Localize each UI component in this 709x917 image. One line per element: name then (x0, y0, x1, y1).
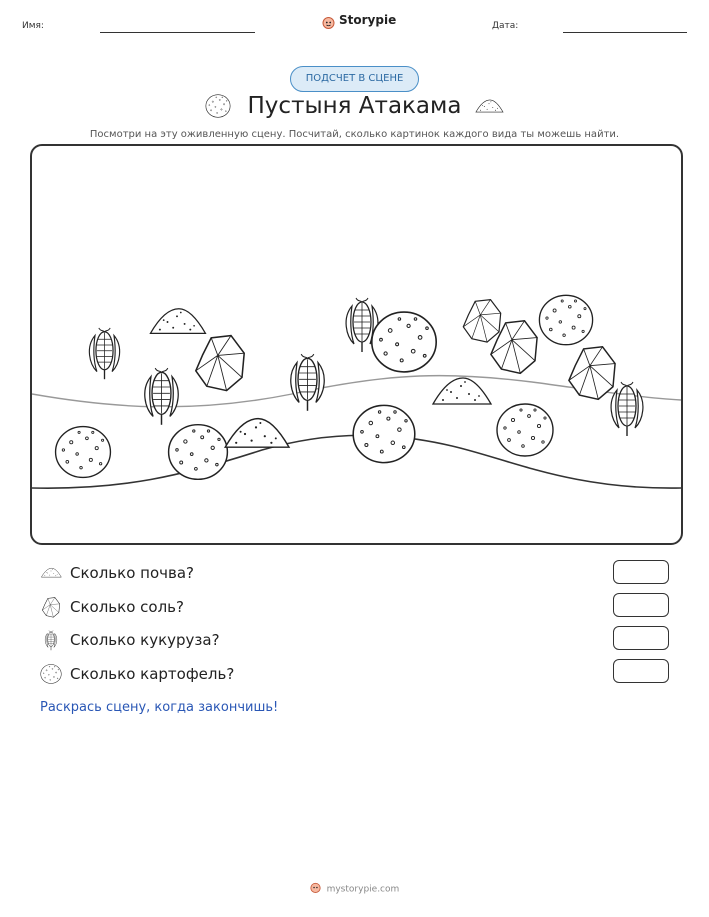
page-title: Пустыня Атакама (247, 93, 462, 119)
brand-name: Storypie (339, 13, 397, 27)
instructions: Посмотри на эту оживленную сцену. Посчитай, сколько картинок каждого вида ты можешь найти. (89, 129, 620, 140)
question-corn (40, 627, 220, 653)
name-label: Имя: (22, 21, 44, 31)
soil-icon (40, 562, 62, 584)
name-field[interactable] (100, 32, 255, 33)
footer (0, 882, 709, 896)
answer-box-potato[interactable] (613, 659, 669, 683)
date-label: Дата: (492, 21, 519, 31)
storypie-logo-icon (322, 14, 335, 27)
answer-box-soil[interactable] (613, 560, 669, 584)
date-field[interactable] (563, 32, 687, 33)
salt-icon (40, 596, 62, 618)
answer-box-salt[interactable] (613, 593, 669, 617)
question-soil-text: Сколько почва? (70, 564, 194, 582)
corn-icon (40, 629, 62, 651)
title-soil-icon (474, 93, 504, 123)
question-potato (40, 661, 234, 687)
activity-badge: ПОДСЧЕТ В СЦЕНЕ (290, 66, 419, 92)
question-potato-text: Сколько картофель? (70, 665, 235, 683)
potato-icon (40, 663, 62, 685)
brand-logo (322, 13, 396, 27)
question-soil (40, 560, 194, 586)
footer-logo-icon (310, 882, 321, 896)
coloring-instruction: Раскрась сцену, когда закончишь! (40, 700, 279, 715)
counting-scene (30, 144, 683, 545)
question-salt-text: Сколько соль? (70, 598, 184, 616)
question-salt (40, 594, 184, 620)
question-corn-text: Сколько кукуруза? (70, 631, 220, 649)
footer-url[interactable]: mystorypie.com (326, 884, 400, 895)
answer-box-corn[interactable] (613, 626, 669, 650)
